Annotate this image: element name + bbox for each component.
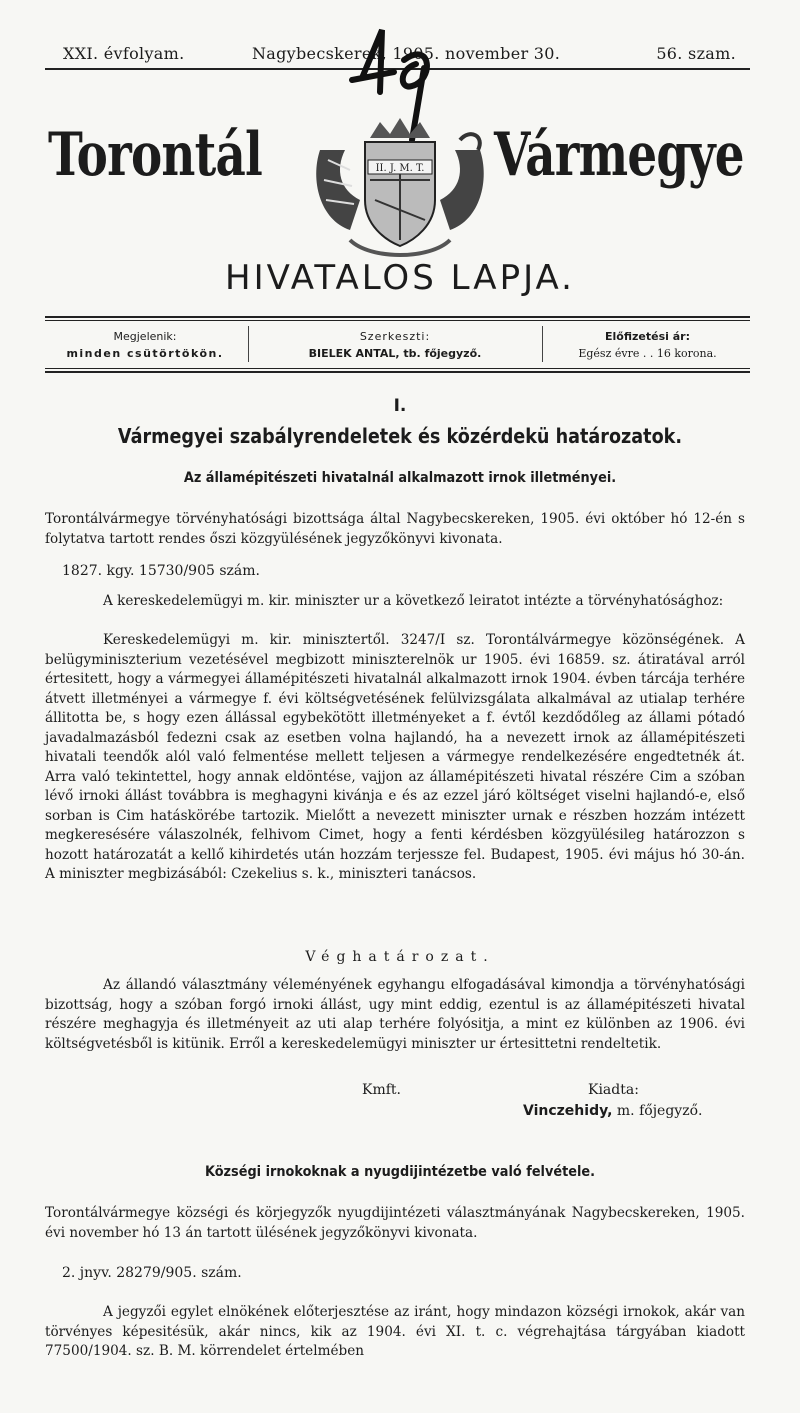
place-date: Nagybecskerek, 1905. november 30. (252, 44, 561, 63)
masthead-right: Vármegye (494, 120, 744, 190)
section-number: I. (393, 396, 407, 416)
resolution-label: Véghatározat. (305, 949, 495, 965)
editor-cell (251, 328, 539, 362)
section-title: Vármegyei szabályrendeletek és közérdekü határozatok. (117, 424, 683, 448)
article1-p1: A kereskedelemügyi m. kir. miniszter ur a következő leiratot intézte a törvényhatósághoz: (103, 593, 724, 609)
article2-intro: Torontálvármegye községi és körjegyzők nyugdijintézeti választmányának Nagybecskereken, 1905. évi november hó 13 án tartott ülésének jegyzőkönyvi kivonata. (45, 1205, 745, 1241)
coat-of-arms-icon (310, 110, 490, 260)
crest-text: II. J. M. T. (375, 163, 425, 174)
issued-label: Kiadta: (588, 1082, 639, 1098)
infobar-divider (542, 326, 543, 362)
infobar (45, 322, 750, 368)
publish-cell (45, 328, 245, 362)
article2-p1: A jegyzői egylet elnökének előterjesztése az iránt, hogy mindazon községi irnokok, akár van törvényes képesitésük, akár nincs, kik az 1904. évi XI. t. c. végrehajtása tárgyában kiadott 77500/1904. sz. B. M. körrendelet értelmében (45, 1304, 745, 1359)
article2-heading: Községi irnokoknak a nyugdijintézetbe való felvétele. (204, 1164, 596, 1180)
infobar-rule-top2 (45, 320, 750, 321)
price-label: Előfizetési ár: (605, 330, 690, 343)
article1-intro: Torontálvármegye törvényhatósági bizottsága által Nagybecskereken, 1905. évi október hó 12-én s folytatva tartott rendes őszi közgyülésének jegyzőkönyvi kivonata. (45, 511, 745, 547)
volume-label: XXI. évfolyam. (63, 44, 185, 63)
kmft-label: Kmft. (362, 1082, 401, 1098)
article1-heading: Az államépitészeti hivatalnál alkalmazott irnok illetményei. (183, 470, 617, 486)
infobar-rule-bottom (45, 368, 750, 369)
publish-label: Megjelenik: (113, 330, 177, 343)
signature-line (523, 1103, 702, 1119)
publish-value: minden csütörtökön. (66, 347, 224, 360)
price-cell (545, 328, 750, 362)
infobar-divider (248, 326, 249, 362)
editor-value: BIELEK ANTAL, tb. főjegyző. (308, 347, 482, 360)
masthead-left: Torontál (48, 120, 263, 190)
signer-title: m. főjegyző. (616, 1103, 703, 1119)
masthead-subtitle: HIVATALOS LAPJA. (225, 258, 575, 298)
price-value: Egész évre . . 16 korona. (578, 347, 717, 360)
article2-ref: 2. jnyv. 28279/905. szám. (62, 1265, 242, 1281)
signer-name: Vinczehidy, (523, 1103, 613, 1119)
issue-number: 56. szam. (656, 44, 736, 63)
editor-label: Szerkeszti: (359, 330, 431, 343)
infobar-rule-bottom2 (45, 371, 750, 373)
article1-p2: Kereskedelemügyi m. kir. minisztertől. 3247/I sz. Torontálvármegye közönségének. A belügyminiszterium vezetésével megbizott miniszterelnök ur 1905. évi 16859. sz. átiratával arról értesitett, hogy a vármegyei államépitészeti hivatalnál alkalmazott irnok 1904. évben tárcája terhére átvett illetményei a vármegye f. évi költségvetésének felülvizsgálata alkalmával az utialap terhére állitotta be, s hogy ezen állással egybekötött illetményeket a f. évtől kezdődőleg az állami pótadó javadalmazásból fedezni csak az esetben volna hajlandó, ha a nevezett irnok az államépitészeti hivatali teendők alól való felmentése mellett teljesen a vármegye rendelkezésére engedtetnék át. Arra való tekintettel, hogy annak eldöntése, vajjon az államépitészeti hivatal részére Cim a szóban lévő irnoki állást továbbra is meghagyni kivánja e és az ezzel járó költséget viselni hajlandó-e, első sorban is Cim hatáskörébe tartozik. Mielőtt a nevezett miniszter urnak e részben hozzám intézett megkeresésére válaszolnék, felhivom Cimet, hogy a fenti kérdésben közgyülésileg határozzon s hozott határozatát a kellő kihirdetés után hozzám terjessze fel. Budapest, 1905. évi május hó 30-án. A miniszter megbizásából: Czekelius s. k., miniszteri tanácsos. (45, 632, 745, 882)
article1-p3: Az állandó választmány véleményének egyhangu elfogadásával kimondja a törvényhatósági bizottság, hogy a szóban forgó irnoki állást, ugy mint eddig, ezentul is az államépitészeti hivatal részére meghagyja és illetményeit az uti alap terhére folyósitja, a mint ez különben az 1906. évi költségvetésből is kitünik. Erről a kereskedelemügyi miniszter ur értesittetni rendeltetik. (45, 977, 745, 1052)
infobar-rule-top (45, 316, 750, 318)
article1-ref: 1827. kgy. 15730/905 szám. (62, 563, 260, 579)
